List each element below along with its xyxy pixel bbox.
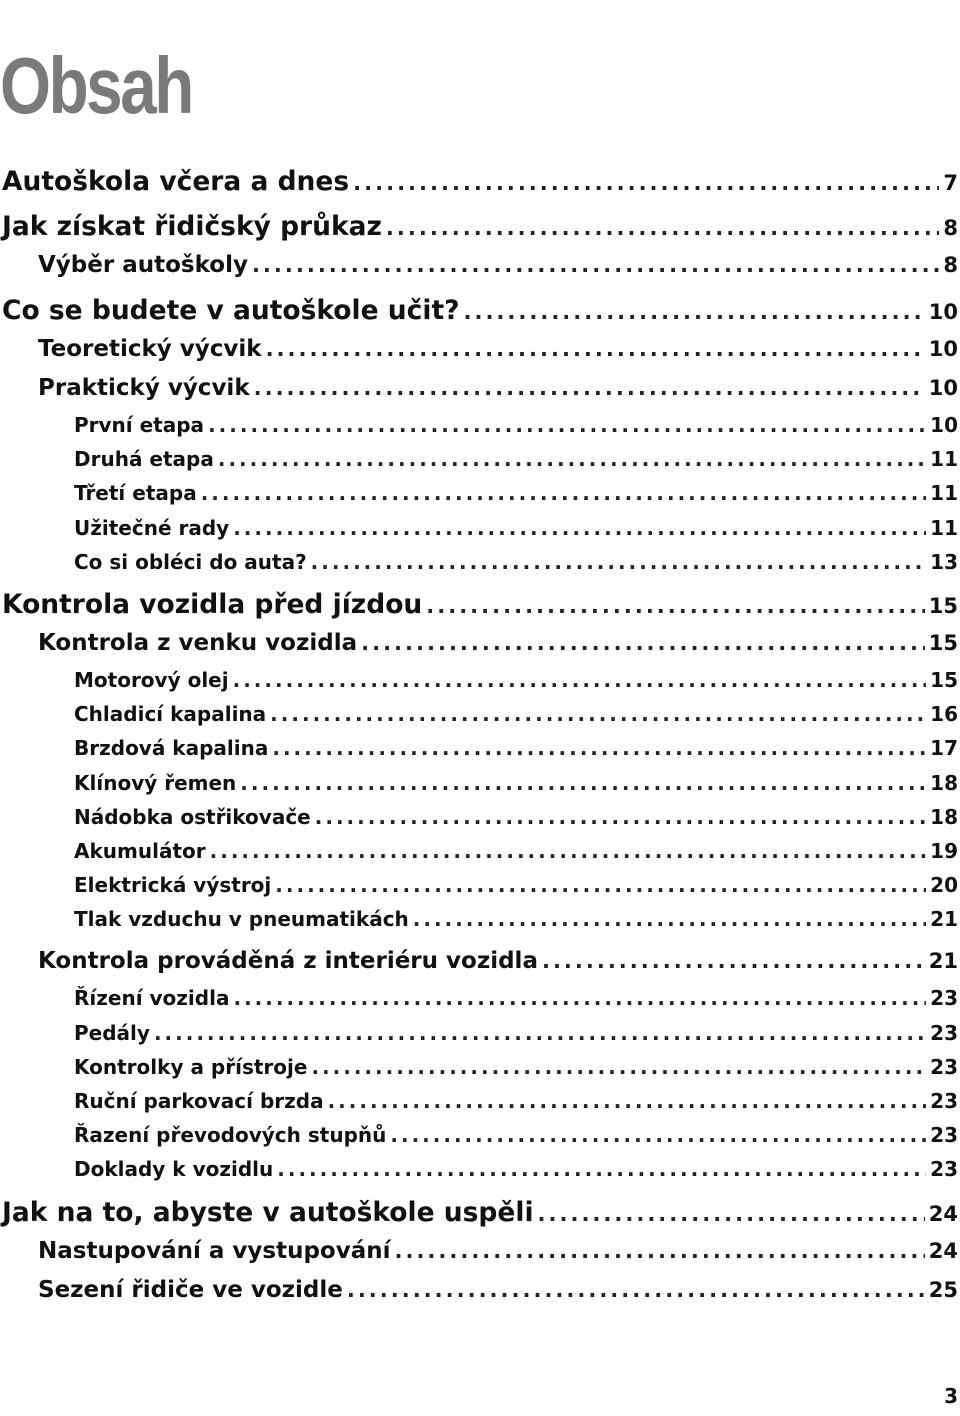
- toc-entry[interactable]: [0, 731, 958, 765]
- dot-leader: [353, 164, 939, 203]
- toc-entry-label: Brzdová kapalina: [74, 736, 269, 761]
- dot-leader: [390, 1118, 926, 1152]
- table-of-contents: [0, 162, 958, 1310]
- dot-leader: [426, 587, 925, 626]
- toc-entry-page: 24: [928, 1238, 958, 1263]
- toc-entry-label: Motorový olej: [74, 667, 229, 692]
- toc-entry[interactable]: [0, 834, 958, 868]
- toc-entry[interactable]: [0, 800, 958, 834]
- dot-leader: [328, 1084, 927, 1118]
- dot-leader: [275, 868, 926, 902]
- toc-entry[interactable]: [0, 766, 958, 800]
- toc-entry-page: 10: [928, 376, 958, 400]
- toc-entry-label: Praktický výcvik: [38, 375, 250, 401]
- toc-entry-page: 23: [930, 1089, 958, 1113]
- toc-entry-label: Užitečné rady: [74, 515, 230, 540]
- toc-entry[interactable]: [0, 663, 958, 697]
- toc-entry-page: 16: [930, 702, 958, 727]
- toc-entry[interactable]: [0, 1271, 958, 1310]
- toc-entry[interactable]: [0, 330, 958, 369]
- toc-entry-page: 10: [928, 300, 958, 324]
- toc-entry-label: Akumulátor: [74, 838, 206, 863]
- toc-entry[interactable]: [0, 1118, 958, 1152]
- dot-leader: [361, 624, 925, 663]
- toc-entry-label: Klínový řemen: [74, 770, 237, 795]
- dot-leader: [542, 942, 925, 981]
- toc-entry[interactable]: [0, 1232, 958, 1271]
- toc-entry[interactable]: [0, 162, 958, 201]
- toc-entry-label: Co si obléci do auta?: [74, 549, 307, 574]
- toc-entry[interactable]: [0, 511, 958, 545]
- dot-leader: [394, 1232, 924, 1271]
- toc-entry[interactable]: [0, 1050, 958, 1084]
- toc-entry-label: Jak získat řidičský průkaz: [2, 211, 382, 242]
- toc-entry-page: 23: [930, 1020, 958, 1045]
- toc-entry[interactable]: [0, 545, 958, 579]
- dot-leader: [266, 330, 925, 369]
- toc-entry[interactable]: [0, 1152, 958, 1186]
- toc-entry-page: 19: [930, 838, 958, 863]
- dot-leader: [233, 663, 927, 697]
- dot-leader: [311, 545, 926, 579]
- toc-entry-page: 7: [943, 171, 958, 195]
- toc-entry-label: Druhá etapa: [74, 447, 214, 472]
- toc-entry[interactable]: [0, 902, 958, 936]
- toc-entry[interactable]: [0, 442, 958, 476]
- toc-entry-label: Ruční parkovací brzda: [74, 1089, 324, 1113]
- toc-entry[interactable]: [0, 291, 958, 330]
- toc-entry-page: 23: [930, 1123, 958, 1148]
- dot-leader: [464, 293, 925, 332]
- toc-entry[interactable]: [0, 476, 958, 510]
- toc-entry-label: Kontrola z venku vozidla: [38, 629, 358, 656]
- toc-entry-label: Třetí etapa: [74, 481, 197, 506]
- toc-entry[interactable]: [0, 981, 958, 1015]
- toc-entry-page: 21: [928, 949, 958, 974]
- dot-leader: [240, 766, 926, 800]
- toc-entry[interactable]: [0, 1193, 958, 1232]
- toc-entry-label: Kontrola prováděná z interiéru vozidla: [38, 948, 538, 975]
- toc-entry-label: Kontrola vozidla před jízdou: [2, 588, 423, 620]
- toc-entry-page: 20: [930, 873, 958, 898]
- toc-entry-page: 21: [930, 907, 958, 932]
- toc-entry[interactable]: [0, 408, 958, 442]
- dot-leader: [413, 902, 926, 936]
- dot-leader: [311, 1050, 926, 1084]
- toc-entry-label: Sezení řidiče ve vozidle: [38, 1276, 343, 1303]
- toc-entry-label: Kontrolky a přístroje: [74, 1054, 308, 1079]
- toc-entry-label: Výběr autoškoly: [38, 252, 248, 278]
- toc-entry[interactable]: [0, 624, 958, 663]
- dot-leader: [210, 834, 927, 868]
- toc-entry-label: Co se budete v autoškole učit?: [2, 295, 460, 326]
- toc-entry-label: Nastupování a vystupování: [38, 1237, 391, 1264]
- toc-entry-page: 11: [930, 481, 958, 506]
- toc-entry[interactable]: [0, 942, 958, 981]
- toc-entry-label: Nádobka ostřikovače: [74, 804, 311, 829]
- toc-entry-page: 23: [930, 1157, 958, 1182]
- toc-entry[interactable]: [0, 207, 958, 246]
- toc-entry[interactable]: [0, 1084, 958, 1118]
- dot-leader: [270, 697, 926, 731]
- toc-entry-label: Doklady k vozidlu: [74, 1157, 274, 1182]
- dot-leader: [154, 1016, 926, 1050]
- toc-entry-page: 18: [930, 804, 958, 829]
- toc-entry-label: Řazení převodových stupňů: [74, 1123, 387, 1148]
- toc-entry-page: 10: [928, 337, 958, 361]
- toc-entry-page: 11: [930, 447, 958, 472]
- toc-entry-page: 23: [930, 986, 958, 1011]
- toc-entry[interactable]: [0, 246, 958, 285]
- toc-entry-label: Autoškola včera a dnes: [2, 166, 350, 197]
- dot-leader: [252, 246, 939, 285]
- toc-entry-page: 18: [930, 770, 958, 795]
- dot-leader: [218, 442, 926, 476]
- toc-entry-label: Řízení vozidla: [74, 986, 230, 1011]
- dot-leader: [538, 1195, 925, 1234]
- dot-leader: [233, 511, 926, 545]
- dot-leader: [386, 209, 939, 248]
- toc-entry-page: 11: [930, 515, 958, 540]
- toc-entry-page: 23: [930, 1054, 958, 1079]
- toc-entry-page: 24: [928, 1201, 958, 1226]
- dot-leader: [201, 476, 926, 510]
- toc-entry-page: 8: [943, 253, 958, 277]
- dot-leader: [315, 800, 926, 834]
- toc-entry-page: 15: [928, 630, 958, 655]
- dot-leader: [233, 981, 926, 1015]
- page-title: Obsah: [0, 40, 192, 130]
- dot-leader: [277, 1152, 926, 1186]
- dot-leader: [208, 408, 926, 442]
- dot-leader: [254, 369, 925, 408]
- dot-leader: [347, 1271, 925, 1310]
- toc-entry-page: 13: [930, 549, 958, 574]
- toc-entry-page: 8: [943, 216, 958, 240]
- toc-entry[interactable]: [0, 585, 958, 624]
- dot-leader: [272, 731, 926, 765]
- toc-entry-page: 17: [930, 736, 958, 761]
- toc-entry[interactable]: [0, 369, 958, 408]
- page-number: 3: [944, 1384, 958, 1408]
- toc-entry-label: Jak na to, abyste v autoškole uspěli: [2, 1196, 534, 1228]
- toc-entry-page: 15: [930, 667, 958, 692]
- toc-entry[interactable]: [0, 697, 958, 731]
- toc-entry-label: Chladicí kapalina: [74, 702, 267, 727]
- toc-entry-label: Elektrická výstroj: [74, 873, 272, 898]
- toc-entry[interactable]: [0, 868, 958, 902]
- toc-entry-page: 10: [930, 413, 958, 437]
- toc-entry-page: 15: [928, 593, 958, 618]
- toc-entry-label: První etapa: [74, 413, 205, 437]
- toc-entry-label: Teoretický výcvik: [38, 336, 262, 362]
- toc-entry-page: 25: [928, 1277, 958, 1302]
- toc-entry-label: Tlak vzduchu v pneumatikách: [74, 907, 409, 932]
- toc-entry[interactable]: [0, 1016, 958, 1050]
- toc-entry-label: Pedály: [74, 1020, 150, 1045]
